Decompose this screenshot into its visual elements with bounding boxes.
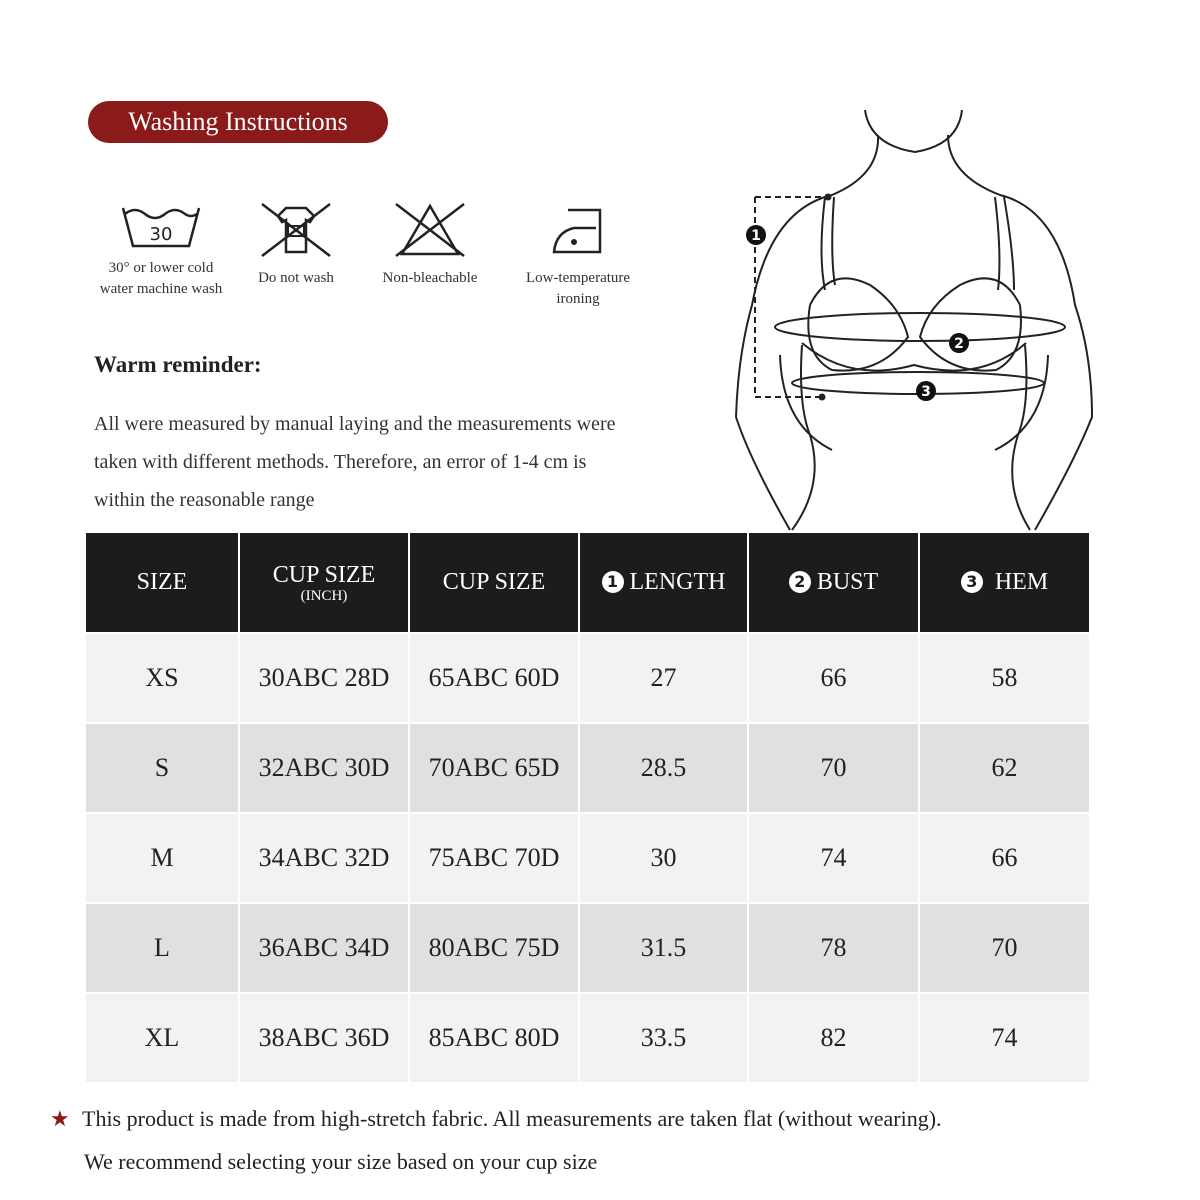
iron-low-icon: [548, 200, 608, 260]
footer-line-2: We recommend selecting your size based on your cup size: [84, 1149, 598, 1174]
svg-text:30: 30: [149, 224, 173, 245]
cell-bust: 74: [748, 813, 919, 903]
marker-bust: 2: [954, 336, 964, 352]
cell-size: XS: [86, 633, 239, 723]
footer-note: [50, 1097, 942, 1183]
cell-length: 30: [579, 813, 748, 903]
marker-hem: 3: [921, 384, 931, 400]
cell-hem: 70: [919, 903, 1089, 993]
wash-label-no-wash: Do not wash: [258, 270, 334, 286]
body-measurement-figure: [730, 105, 1100, 535]
table-row: [86, 813, 1089, 903]
header-size: SIZE: [86, 533, 239, 633]
marker-length: 1: [751, 228, 761, 244]
cell-cup-inch: 32ABC 30D: [239, 723, 409, 813]
cell-length: 33.5: [579, 993, 748, 1082]
table-row: [86, 993, 1089, 1082]
cell-bust: 78: [748, 903, 919, 993]
table-row: [86, 903, 1089, 993]
cell-hem: 62: [919, 723, 1089, 813]
wash-label-no-bleach: Non-bleachable: [382, 270, 478, 286]
header-bust: 2 BUST: [748, 533, 919, 633]
table-row: [86, 723, 1089, 813]
header-length: 1 LENGTH: [579, 533, 748, 633]
cell-size: L: [86, 903, 239, 993]
wash-item-no-wash: [236, 200, 356, 289]
wash-label-machine: 30° or lower cold water machine wash: [99, 260, 223, 297]
cell-cup-size: 80ABC 75D: [409, 903, 579, 993]
cell-hem: 58: [919, 633, 1089, 723]
cell-cup-inch: 36ABC 34D: [239, 903, 409, 993]
cell-cup-size: 75ABC 70D: [409, 813, 579, 903]
reminder-text: All were measured by manual laying and the measurements were taken with different methods. Therefore, an error of 1-4 cm is within the reasonable range: [94, 413, 616, 511]
size-chart-table: [86, 533, 1089, 1082]
cell-hem: 74: [919, 993, 1089, 1082]
cell-cup-inch: 38ABC 36D: [239, 993, 409, 1082]
cell-bust: 70: [748, 723, 919, 813]
cell-size: S: [86, 723, 239, 813]
cell-cup-size: 70ABC 65D: [409, 723, 579, 813]
cell-bust: 82: [748, 993, 919, 1082]
washing-instructions-badge: Washing Instructions: [88, 101, 388, 143]
cell-cup-inch: 30ABC 28D: [239, 633, 409, 723]
wash-item-no-bleach: [368, 200, 492, 289]
wash-item-iron: [508, 200, 648, 310]
cell-bust: 66: [748, 633, 919, 723]
table-header-row: [86, 533, 1089, 633]
header-cup-inch: CUP SIZE (INCH): [239, 533, 409, 633]
cell-length: 28.5: [579, 723, 748, 813]
cell-size: XL: [86, 993, 239, 1082]
wash-label-iron: Low-temperature ironing: [525, 270, 631, 307]
cell-length: 27: [579, 633, 748, 723]
cell-length: 31.5: [579, 903, 748, 993]
cell-cup-inch: 34ABC 32D: [239, 813, 409, 903]
wash-item-machine: [86, 200, 236, 300]
cell-hem: 66: [919, 813, 1089, 903]
header-hem: 3 HEM: [919, 533, 1089, 633]
header-cup-size: CUP SIZE: [409, 533, 579, 633]
cell-size: M: [86, 813, 239, 903]
footer-line-1: This product is made from high-stretch fabric. All measurements are taken flat (without wearing).: [82, 1106, 942, 1131]
cell-cup-size: 65ABC 60D: [409, 633, 579, 723]
do-not-wash-icon: [258, 200, 334, 260]
reminder-title: Warm reminder:: [94, 352, 262, 377]
table-row: [86, 633, 1089, 723]
cell-cup-size: 85ABC 80D: [409, 993, 579, 1082]
star-icon: ★: [50, 1106, 70, 1131]
washtub-30-icon: [119, 200, 203, 250]
non-bleach-icon: [392, 200, 468, 260]
